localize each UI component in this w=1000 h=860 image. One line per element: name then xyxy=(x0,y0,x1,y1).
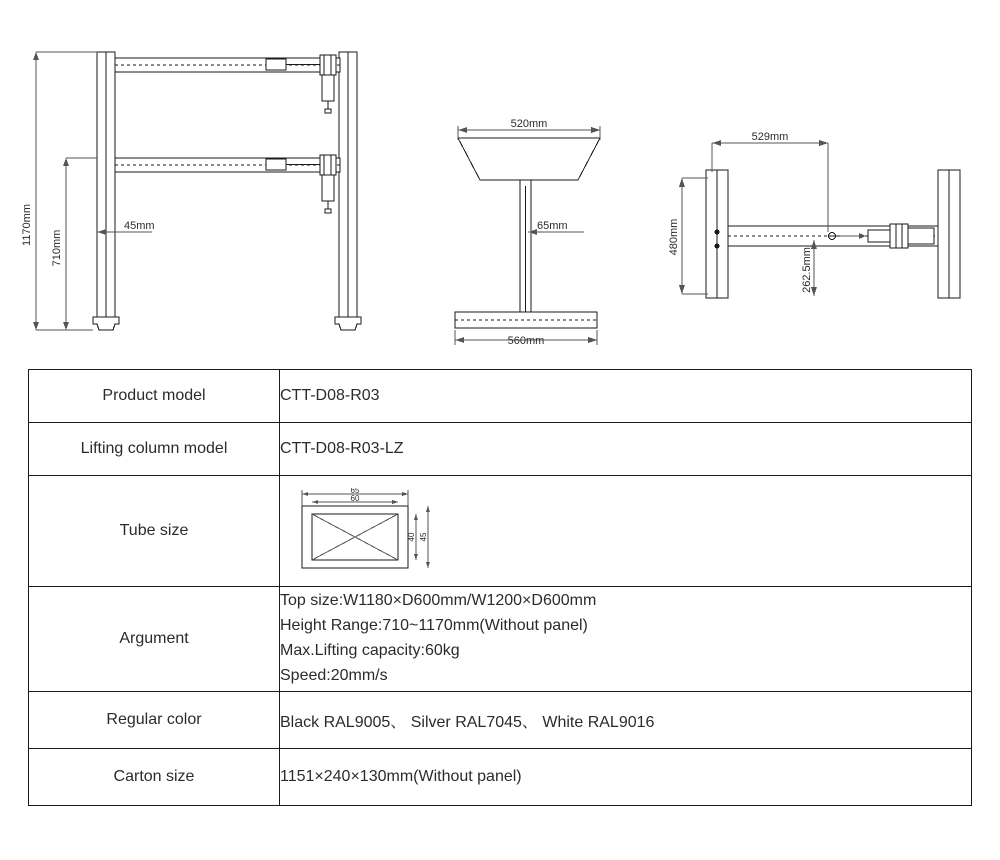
tube-cross-section-diagram xyxy=(280,488,440,574)
dim-frame-length: 529mm xyxy=(751,131,789,143)
side-view-group xyxy=(455,126,600,345)
row-value: CTT-D08-R03 xyxy=(280,370,972,423)
table-row xyxy=(29,749,972,806)
argument-line: Height Range:710~1170mm(Without panel) xyxy=(280,617,588,635)
argument-values xyxy=(280,587,972,692)
row-value: CTT-D08-R03-LZ xyxy=(280,423,972,476)
argument-line: Top size:W1180×D600mm/W1200×D600mm xyxy=(280,592,597,610)
tube-dim-right-outer: 45 xyxy=(419,532,428,542)
argument-line: Speed:20mm/s xyxy=(280,666,388,684)
row-value: 1151×240×130mm(Without panel) xyxy=(280,749,972,806)
dim-frame-depth: 480mm xyxy=(668,218,680,256)
row-label: Tube size xyxy=(29,476,280,587)
dim-beam-offset: 262.5mm xyxy=(801,247,813,293)
technical-drawings xyxy=(0,0,1000,368)
dim-foot-offset: 45mm xyxy=(124,220,155,232)
dim-total-height: 1170mm xyxy=(21,204,33,246)
argument-line: Max.Lifting capacity:60kg xyxy=(280,642,460,659)
dim-top-width: 520mm xyxy=(510,118,548,130)
drawings-svg xyxy=(0,0,1000,368)
front-view-group xyxy=(33,52,361,330)
row-label: Lifting column model xyxy=(29,423,280,476)
top-view-group xyxy=(679,140,960,298)
table-row xyxy=(29,692,972,749)
dim-column-depth: 65mm xyxy=(537,220,568,232)
row-label: Argument xyxy=(29,587,280,692)
table-row xyxy=(29,423,972,476)
dim-base-width: 560mm xyxy=(507,335,545,347)
row-label: Product model xyxy=(29,370,280,423)
row-label: Regular color xyxy=(29,692,280,749)
tube-size-cell xyxy=(280,476,972,587)
table-row xyxy=(29,370,972,423)
row-value: Black RAL9005、 Silver RAL7045、 White RAL9016 xyxy=(280,692,972,749)
table-row xyxy=(29,476,972,587)
row-label: Carton size xyxy=(29,749,280,806)
tube-dim-top-outer: 65 xyxy=(350,488,360,495)
tube-dim-top-inner: 60 xyxy=(350,494,360,503)
table-row xyxy=(29,587,972,692)
specification-table xyxy=(28,369,972,806)
tube-dim-right-inner: 40 xyxy=(407,532,416,542)
dim-min-height: 710mm xyxy=(51,229,63,267)
